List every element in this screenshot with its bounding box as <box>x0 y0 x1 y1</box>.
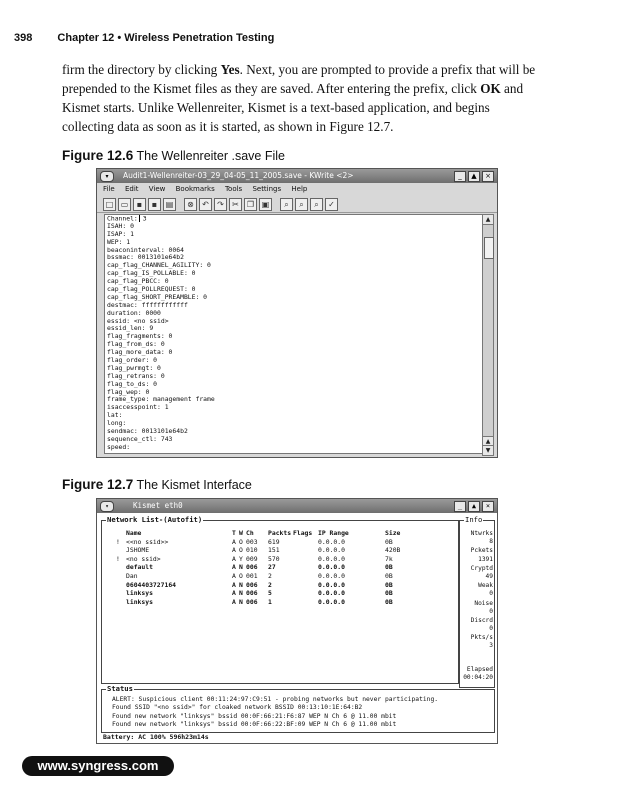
info-value: 1391 <box>478 555 493 563</box>
text-cursor <box>139 215 140 222</box>
editor-line: beaconinterval: 0064 <box>107 245 184 254</box>
scroll-up-icon[interactable]: ▲ <box>483 215 493 225</box>
running-head <box>14 32 274 44</box>
network-row[interactable]: ! <<no ssid>> A O 003 619 0.0.0.0 0B <box>116 537 393 546</box>
editor-line: isaccesspoint: 1 <box>107 403 169 412</box>
network-row[interactable]: linksys A N 006 1 0.0.0.0 0B <box>126 597 393 606</box>
network-row[interactable]: default A N 006 27 0.0.0.0 0B <box>126 563 393 572</box>
menu-view[interactable]: View <box>148 185 166 193</box>
status-panel <box>101 684 495 733</box>
minimize-icon[interactable]: _ <box>454 501 466 512</box>
chapter-title: Chapter 12 • Wireless Penetration Testing <box>57 32 275 44</box>
elapsed-value: 00:04:20 <box>463 674 493 682</box>
editor-line: bssmac: 0013101e64b2 <box>107 253 184 262</box>
para-text-1: firm the directory by clicking <box>62 62 221 77</box>
figure-label: Figure 12.6 <box>62 148 134 163</box>
find-icon[interactable]: ⌕ <box>280 198 293 211</box>
menu-help[interactable]: Help <box>291 185 308 193</box>
undo-icon[interactable]: ↶ <box>199 198 212 211</box>
info-value: 49 <box>485 572 493 580</box>
save-icon[interactable]: ▪ <box>133 198 146 211</box>
network-row[interactable]: ! <no ssid> A Y 009 570 0.0.0.0 7k <box>116 554 393 563</box>
para-text-3: and Kismet starts. Unlike Wellenreiter, Kismet is a text-based application, and begins collecting data as soon as it is started, as shown in Figure 12.7. <box>62 81 524 134</box>
info-panel <box>459 515 495 688</box>
redo-icon[interactable]: ↷ <box>214 198 227 211</box>
figure-title: The Wellenreiter .save File <box>136 149 285 163</box>
info-value: 3 <box>489 642 493 650</box>
minimize-icon[interactable]: _ <box>454 171 466 182</box>
network-list-panel <box>101 515 459 684</box>
editor-line: flag_wep: 0 <box>107 387 150 396</box>
menu-tools[interactable]: Tools <box>224 185 243 193</box>
network-row[interactable]: linksys A N 006 5 0.0.0.0 0B <box>126 589 393 598</box>
scroll-thumb[interactable] <box>484 237 494 259</box>
info-label: Ntwrks <box>470 530 493 537</box>
close-doc-icon[interactable]: ⊗ <box>184 198 197 211</box>
editor-line: WEP: 1 <box>107 237 131 246</box>
network-row[interactable]: 0604403727164 A N 006 2 0.0.0.0 0B <box>126 580 393 589</box>
info-value: 8 <box>489 538 493 546</box>
editor-line: cap_flag_POLLREQUEST: 0 <box>107 285 196 294</box>
editor-line: cap_flag_SHORT_PREAMBLE: 0 <box>107 292 208 301</box>
battery-status: Battery: AC 100% 596h23m14s <box>103 733 209 741</box>
info-label: Discrd <box>470 616 493 624</box>
editor-line: long: <box>107 419 127 428</box>
editor-line: flag_more_data: 0 <box>107 348 173 357</box>
status-line: ALERT: Suspicious client 00:11:24:97:C9:51 - probing networks but never participating. <box>112 696 439 703</box>
figure-12-6-caption <box>62 148 285 163</box>
editor-line: sequence_ctl: 743 <box>107 434 173 443</box>
editor-line: flag_order: 0 <box>107 356 158 365</box>
network-table <box>102 529 458 606</box>
replace-icon[interactable]: ⌕ <box>310 198 323 211</box>
info-label: Pkts/s <box>470 634 493 642</box>
editor-line: frame_type: management frame <box>107 395 215 404</box>
window-titlebar <box>97 499 497 513</box>
close-icon[interactable]: × <box>482 171 494 182</box>
body-paragraph <box>62 60 542 136</box>
editor-line: lat: <box>107 411 123 420</box>
paste-icon[interactable]: ▣ <box>259 198 272 211</box>
scroll-down-icon[interactable]: ▼ <box>483 445 493 455</box>
editor-lines <box>105 223 483 452</box>
find-next-icon[interactable]: ⌕ <box>295 198 308 211</box>
info-label: Cryptd <box>470 564 493 572</box>
editor-line: flag_pwrmgt: 0 <box>107 363 161 372</box>
copy-icon[interactable]: ❐ <box>244 198 257 211</box>
maximize-icon[interactable]: ▲ <box>468 171 480 182</box>
info-label: Weak <box>478 582 493 590</box>
para-ok: OK <box>480 81 501 96</box>
network-list-title: Network List-(Autofit) <box>107 515 203 524</box>
figure-12-7-caption <box>62 477 252 492</box>
menu-bookmarks[interactable]: Bookmarks <box>175 185 215 193</box>
editor-line: cap_flag_IS_POLLABLE: 0 <box>107 269 196 278</box>
elapsed-label: Elapsed <box>466 666 493 673</box>
status-line: Found new network "linksys" bssid 00:0F:66:21:F6:87 WEP N Ch 6 @ 11.00 mbit <box>112 712 397 720</box>
editor-line: cap_flag_PBCC: 0 <box>107 277 169 286</box>
cut-icon[interactable]: ✂ <box>229 198 242 211</box>
menu-edit[interactable]: Edit <box>124 185 139 193</box>
toolbar <box>97 196 497 213</box>
info-value: 0 <box>489 590 493 598</box>
kismet-window <box>96 498 498 744</box>
editor-line: flag_retrans: 0 <box>107 371 165 380</box>
figure-title: The Kismet Interface <box>136 478 252 492</box>
editor-line: duration: 0000 <box>107 308 161 317</box>
editor-line: speed: <box>107 442 131 451</box>
editor-line: ISAH: 0 <box>107 221 134 230</box>
info-title: Info <box>465 515 483 524</box>
network-row[interactable]: JSHOME A O 010 151 0.0.0.0 420B <box>126 546 401 555</box>
editor-line: essid: <no ssid> <box>107 316 169 325</box>
network-table-header: Name T W Ch Packts Flags IP Range Size <box>126 529 401 537</box>
spellcheck-icon[interactable]: ✓ <box>325 198 338 211</box>
para-text-2: . Next, you are prompted to provide a prefix that will be prepended to the Kismet files as they are saved. After entering the prefix, click <box>62 62 536 96</box>
text-editor-area[interactable] <box>104 214 484 454</box>
save-as-icon[interactable]: ▪ <box>148 198 161 211</box>
window-title: Audit1-Wellenreiter-03_29_04-05_11_2005.save - KWrite <2> <box>123 171 354 180</box>
network-row[interactable]: Dan A O 001 2 0.0.0.0 0B <box>126 571 393 580</box>
info-value: 0 <box>489 607 493 615</box>
status-log <box>112 696 438 730</box>
kwrite-window <box>96 168 498 458</box>
menubar <box>97 183 497 196</box>
editor-line: cap_flag_CHANNEL_AGILITY: 0 <box>107 261 211 270</box>
scroll-up-icon-2[interactable]: ▲ <box>483 436 493 446</box>
info-label: Pckets <box>470 547 493 555</box>
info-value: 0 <box>489 625 493 633</box>
editor-line: ISAP: 1 <box>107 229 134 238</box>
figure-label: Figure 12.7 <box>62 477 134 492</box>
window-title: Kismet eth0 <box>133 501 183 510</box>
maximize-icon[interactable]: ▲ <box>468 501 480 512</box>
window-titlebar <box>97 169 497 183</box>
editor-line: sendmac: 0013101e64b2 <box>107 427 188 436</box>
menu-settings[interactable]: Settings <box>252 185 282 193</box>
new-file-icon[interactable]: □ <box>103 198 116 211</box>
status-line: Found SSID "<no ssid>" for cloaked network BSSID 00:13:10:1E:64:B2 <box>112 704 363 712</box>
para-yes: Yes <box>220 62 240 77</box>
info-stats <box>460 530 494 652</box>
open-folder-icon[interactable]: ▭ <box>118 198 131 211</box>
editor-first-line: Channel: 3 <box>107 214 147 223</box>
status-line: Found new network "linksys" bssid 00:0F:66:22:BF:09 WEP N Ch 6 @ 11.00 mbit <box>112 721 397 729</box>
status-title: Status <box>107 684 133 693</box>
editor-line: essid_len: 9 <box>107 324 154 333</box>
footer-url-badge: www.syngress.com <box>22 756 174 776</box>
window-menu-icon[interactable]: ▾ <box>100 501 114 512</box>
elapsed-time <box>460 666 494 682</box>
info-label: Noise <box>474 599 493 607</box>
editor-line: flag_from_ds: 0 <box>107 340 165 349</box>
page-number: 398 <box>14 32 33 44</box>
menu-file[interactable]: File <box>103 185 115 193</box>
editor-line: flag_to_ds: 0 <box>107 379 158 388</box>
close-icon[interactable]: × <box>482 501 494 512</box>
editor-line: destmac: ffffffffffff <box>107 300 188 309</box>
editor-line: flag_fragments: 0 <box>107 332 173 341</box>
window-menu-icon[interactable]: ▾ <box>100 171 114 182</box>
print-icon[interactable]: ▤ <box>163 198 176 211</box>
vertical-scrollbar[interactable] <box>482 214 494 456</box>
